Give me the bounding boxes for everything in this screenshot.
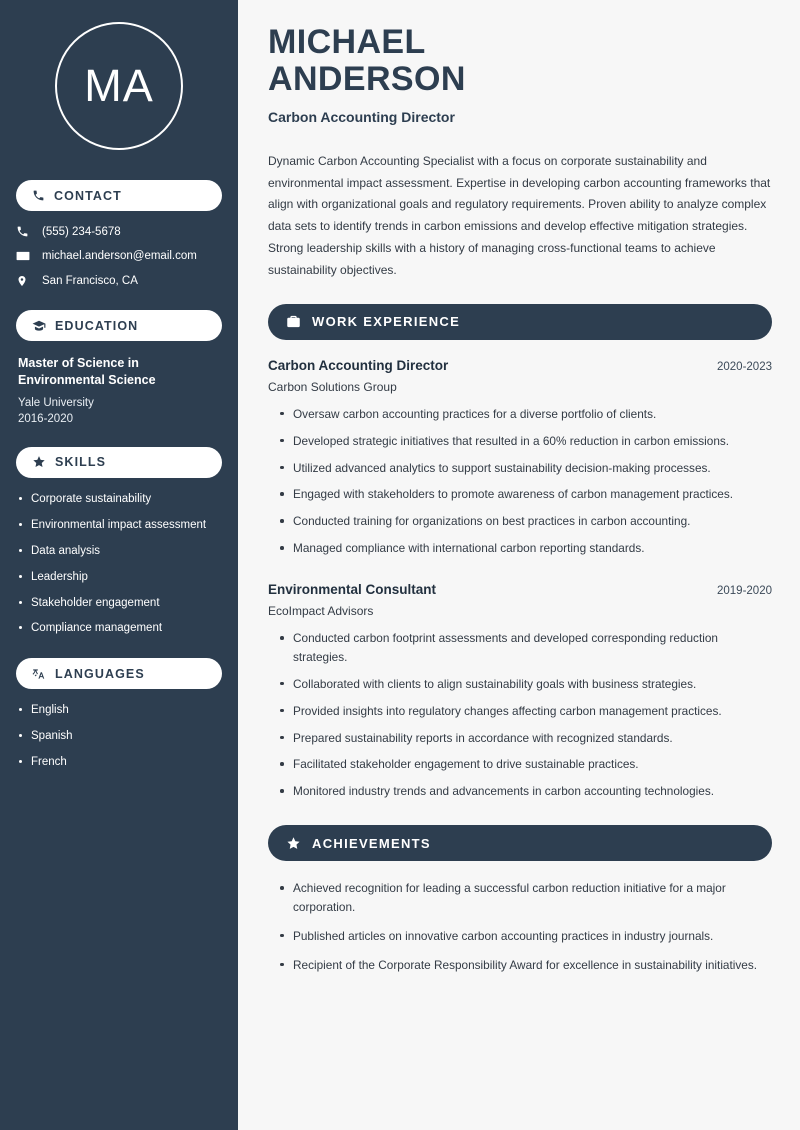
languages-heading-label: LANGUAGES — [55, 666, 145, 681]
envelope-icon — [16, 249, 34, 263]
list-item: Prepared sustainability reports in accordance with recognized standards. — [278, 729, 772, 748]
contact-phone-value: (555) 234-5678 — [42, 225, 121, 238]
job-bullet-list — [268, 629, 772, 801]
list-item: French — [18, 755, 220, 770]
education-degree: Master of Science in Environmental Science — [18, 356, 156, 387]
list-item: Achieved recognition for leading a successful carbon reduction initiative for a major corporation. — [278, 879, 772, 917]
map-pin-icon — [16, 274, 34, 288]
list-item: Leadership — [18, 570, 220, 585]
education-section-heading — [16, 310, 222, 341]
contact-list — [0, 225, 238, 288]
last-name: ANDERSON — [268, 60, 466, 99]
list-item: Facilitated stakeholder engagement to drive sustainable practices. — [278, 755, 772, 774]
list-item: Monitored industry trends and advancements in carbon accounting technologies. — [278, 782, 772, 801]
page-title — [268, 24, 772, 99]
job-dates: 2019-2020 — [717, 585, 772, 597]
education-years: 2016-2020 — [18, 412, 73, 425]
languages-section-heading — [16, 658, 222, 689]
list-item: Published articles on innovative carbon accounting practices in industry journals. — [278, 927, 772, 946]
contact-location-value: San Francisco, CA — [42, 275, 138, 287]
skills-heading-label: SKILLS — [55, 455, 107, 470]
job-entry — [268, 358, 772, 558]
briefcase-icon — [286, 314, 301, 329]
job-dates: 2020-2023 — [717, 360, 772, 373]
list-item: Stakeholder engagement — [18, 596, 220, 611]
contact-email — [16, 249, 222, 263]
main-content — [238, 0, 800, 1130]
job-header — [268, 358, 772, 373]
job-bullet-list — [268, 405, 772, 558]
list-item: Compliance management — [18, 621, 220, 636]
profile-summary: Dynamic Carbon Accounting Specialist with a focus on corporate sustainability and environmental impact assessment. Expertise in developing carbon accounting frameworks that align with organizational goals and regulatory requirements. Proven ability to analyze complex data sets to identify trends in carbon emissions and develop effective mitigation strategies. Strong leadership skills with a history of managing cross-functional teams to achieve sustainability objectives. — [268, 153, 771, 277]
list-item: English — [18, 703, 220, 718]
education-heading-label: EDUCATION — [55, 318, 139, 333]
contact-location — [16, 274, 222, 288]
list-item: Oversaw carbon accounting practices for a diverse portfolio of clients. — [278, 405, 772, 424]
avatar-wrapper — [0, 22, 238, 150]
list-item: Data analysis — [18, 544, 220, 559]
list-item: Conducted training for organizations on best practices in carbon accounting. — [278, 512, 772, 531]
list-item: Spanish — [18, 729, 220, 744]
list-item: Collaborated with clients to align sustainability goals with business strategies. — [278, 675, 772, 694]
achievements-list — [268, 879, 772, 975]
education-entry — [0, 355, 238, 425]
work-experience-heading — [268, 304, 772, 340]
contact-heading-label: CONTACT — [54, 188, 122, 203]
list-item: Engaged with stakeholders to promote awareness of carbon management practices. — [278, 485, 772, 504]
languages-list — [0, 703, 238, 770]
job-header — [268, 582, 772, 597]
list-item: Recipient of the Corporate Responsibility Award for excellence in sustainability initiatives. — [278, 956, 772, 975]
language-icon — [32, 667, 46, 681]
phone-icon — [16, 225, 34, 238]
star-icon — [286, 836, 301, 851]
education-school: Yale University — [18, 396, 94, 409]
job-title: Carbon Accounting Director — [268, 357, 449, 373]
list-item: Corporate sustainability — [18, 492, 220, 507]
contact-phone — [16, 225, 222, 238]
achievements-label: ACHIEVEMENTS — [312, 835, 431, 851]
job-role-subtitle: Carbon Accounting Director — [268, 108, 455, 125]
star-icon — [32, 455, 46, 469]
list-item: Utilized advanced analytics to support sustainability decision-making processes. — [278, 459, 772, 478]
list-item: Conducted carbon footprint assessments and developed corresponding reduction strategies. — [278, 629, 772, 667]
skills-list — [0, 492, 238, 637]
achievements-heading — [268, 825, 772, 861]
list-item: Managed compliance with international carbon reporting standards. — [278, 539, 772, 558]
phone-icon — [32, 189, 45, 202]
job-organization: EcoImpact Advisors — [268, 604, 374, 618]
skills-section-heading — [16, 447, 222, 478]
graduation-cap-icon — [32, 319, 46, 333]
contact-email-value: michael.anderson@email.com — [42, 250, 197, 262]
job-organization: Carbon Solutions Group — [268, 379, 397, 394]
avatar-initials: MA — [55, 22, 183, 150]
contact-section-heading — [16, 180, 222, 211]
job-title: Environmental Consultant — [268, 582, 437, 597]
list-item: Environmental impact assessment — [18, 518, 220, 533]
list-item: Developed strategic initiatives that resulted in a 60% reduction in carbon emissions. — [278, 432, 772, 451]
sidebar — [0, 0, 238, 1130]
first-name: MICHAEL — [268, 23, 426, 61]
list-item: Provided insights into regulatory changes affecting carbon management practices. — [278, 702, 772, 721]
work-experience-label: WORK EXPERIENCE — [312, 314, 461, 330]
job-entry — [268, 582, 772, 801]
